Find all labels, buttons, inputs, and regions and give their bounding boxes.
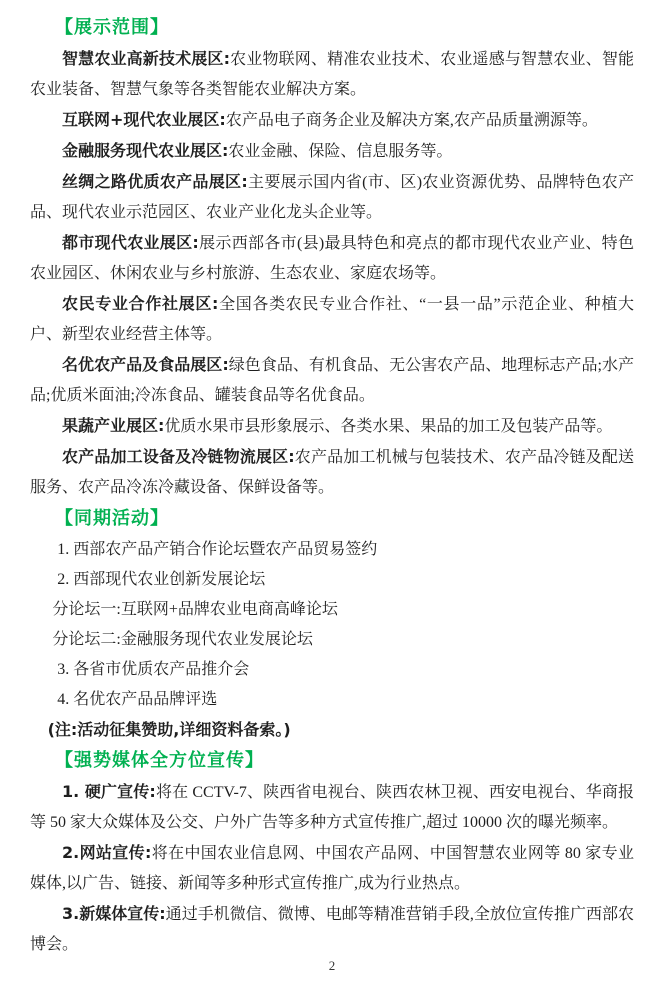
paragraph-text: 全国各类农民专业合作社、“一县一品”示范企业、种植大户、新型农业经营主体等。 bbox=[30, 296, 634, 343]
exhibition-paragraph-farmer-coops bbox=[30, 289, 634, 350]
paragraph-text: 农产品电子商务企业及解决方案,农产品质量溯源等。 bbox=[225, 112, 598, 129]
paragraph-lead: 都市现代农业展区: bbox=[62, 233, 199, 252]
paragraph-lead: 农民专业合作社展区: bbox=[62, 294, 219, 313]
exhibition-paragraph-famous-food bbox=[30, 350, 634, 411]
exhibition-paragraph-smart-agri bbox=[30, 44, 634, 105]
paragraph-lead: 名优农产品及食品展区: bbox=[62, 355, 229, 374]
activity-item-3: 3. 各省市优质农产品推介会 bbox=[57, 661, 250, 678]
activity-item-4: 4. 名优农产品品牌评选 bbox=[57, 691, 218, 708]
activity-subforum-1: 分论坛一:互联网+品牌农业电商高峰论坛 bbox=[52, 601, 338, 618]
paragraph-lead: 果蔬产业展区: bbox=[62, 416, 165, 435]
activity-subforum-2: 分论坛二:金融服务现代农业发展论坛 bbox=[52, 631, 313, 648]
paragraph-text: 优质水果市县形象展示、各类水果、果品的加工及包装产品等。 bbox=[164, 418, 613, 435]
paragraph-lead: 农产品加工设备及冷链物流展区: bbox=[62, 447, 295, 466]
paragraph-lead: 丝绸之路优质农产品展区: bbox=[62, 172, 248, 191]
paragraph-text: 绿色食品、有机食品、无公害农产品、地理标志产品;水产品;优质米面油;冷冻食品、罐装食品等名优食品。 bbox=[30, 357, 634, 404]
paragraph-lead: 2.网站宣传: bbox=[62, 843, 152, 862]
paragraph-text: 农业金融、保险、信息服务等。 bbox=[228, 143, 453, 160]
media-paragraph-new-media-promotion bbox=[30, 899, 634, 960]
paragraph-text: 通过手机微信、微博、电邮等精准营销手段,全放位宣传推广西部农博会。 bbox=[30, 906, 634, 953]
paragraph-text: 主要展示国内省(市、区)农业资源优势、品牌特色农产品、现代农业示范园区、农业产业化龙头企业等。 bbox=[30, 174, 634, 221]
paragraph-text: 将在 CCTV-7、陕西省电视台、陕西农林卫视、西安电视台、华商报等 50 家大众媒体及公交、户外广告等多种方式宣传推广,超过 10000 次的曝光频率。 bbox=[30, 784, 634, 831]
paragraph-text: 农产品加工机械与包装技术、农产品冷链及配送服务、农产品冷冻冷藏设备、保鲜设备等。 bbox=[30, 449, 634, 496]
paragraph-text: 农业物联网、精准农业技术、农业遥感与智慧农业、智能农业装备、智慧气象等各类智能农业解决方案。 bbox=[30, 51, 634, 98]
exhibition-paragraph-finance-agri bbox=[30, 136, 634, 167]
exhibition-paragraph-fruit-vegetable bbox=[30, 411, 634, 442]
section-heading-media-promotion: 【强势媒体全方位宣传】 bbox=[55, 750, 264, 771]
activity-item-2: 2. 西部现代农业创新发展论坛 bbox=[57, 571, 266, 588]
paragraph-lead: 智慧农业高新技术展区: bbox=[62, 49, 230, 68]
exhibition-paragraph-processing-coldchain bbox=[30, 442, 634, 503]
activities-note: (注:活动征集赞助,详细资料备索。) bbox=[47, 720, 291, 739]
activity-item-1: 1. 西部农产品产销合作论坛暨农产品贸易签约 bbox=[57, 541, 378, 558]
paragraph-lead: 1. 硬广宣传: bbox=[62, 782, 156, 801]
exhibition-paragraph-internet-agri bbox=[30, 105, 634, 136]
paragraph-text: 将在中国农业信息网、中国农产品网、中国智慧农业网等 80 家专业媒体,以广告、链接、新闻等多种形式宣传推广,成为行业热点。 bbox=[30, 845, 634, 892]
media-paragraph-website-promotion bbox=[30, 838, 634, 899]
paragraph-lead: 金融服务现代农业展区: bbox=[62, 141, 229, 160]
section-heading-concurrent-activities: 【同期活动】 bbox=[55, 508, 169, 529]
paragraph-lead: 3.新媒体宣传: bbox=[62, 904, 166, 923]
section-heading-exhibition-scope: 【展示范围】 bbox=[55, 17, 169, 38]
paragraph-text: 展示西部各市(县)最具特色和亮点的都市现代农业产业、特色农业园区、休闲农业与乡村旅游、生态农业、家庭农场等。 bbox=[30, 235, 634, 282]
paragraph-lead: 互联网+现代农业展区: bbox=[62, 110, 226, 129]
exhibition-paragraph-urban-agri bbox=[30, 228, 634, 289]
exhibition-paragraph-silkroad-products bbox=[30, 167, 634, 228]
media-paragraph-hard-advertising bbox=[30, 777, 634, 838]
page-number: 2 bbox=[328, 958, 336, 973]
